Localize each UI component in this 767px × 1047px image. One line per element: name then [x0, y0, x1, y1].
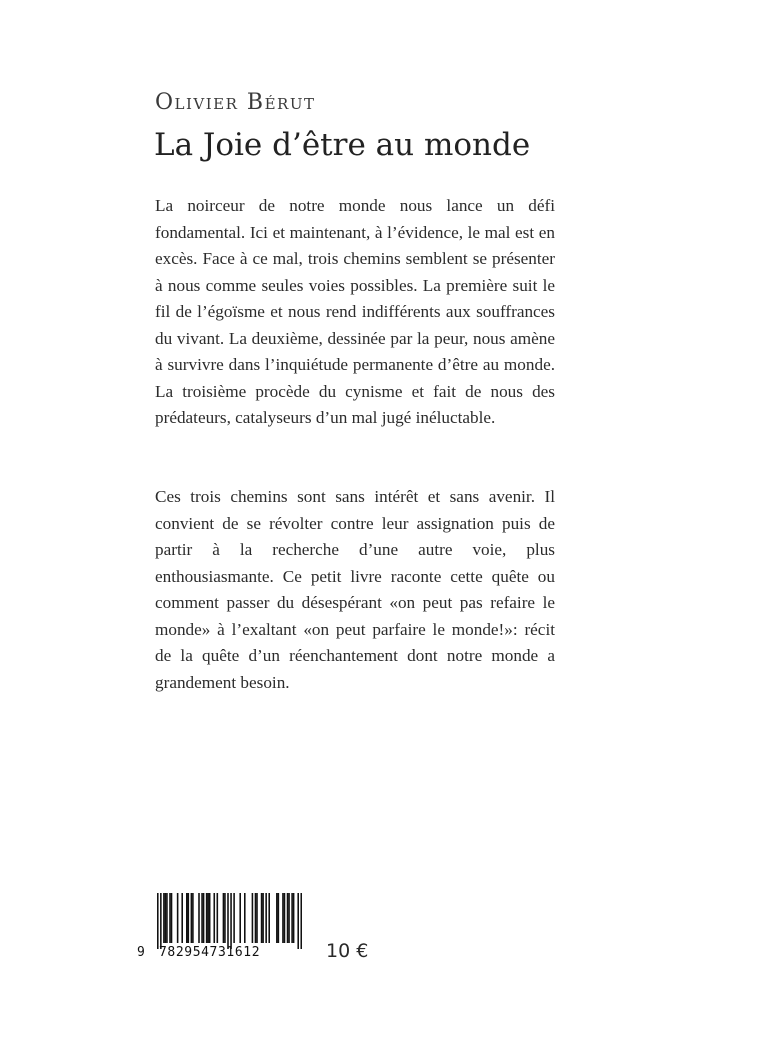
barcode-bar: [160, 893, 162, 949]
barcode-bar: [203, 893, 205, 943]
isbn-barcode: [137, 893, 313, 971]
barcode-bar: [291, 893, 293, 943]
author-name: Olivier Bérut: [155, 90, 316, 115]
barcode-bar: [201, 893, 203, 943]
barcode-bar: [165, 893, 167, 943]
barcode-bar: [233, 893, 235, 943]
barcode-bar: [166, 893, 168, 943]
barcode-bar: [262, 893, 264, 943]
barcode-bar: [206, 893, 208, 943]
isbn-prefix-digit: 9: [137, 945, 145, 960]
barcode-bar: [157, 893, 159, 949]
barcode-bar: [265, 893, 267, 943]
barcode-bar: [209, 893, 211, 943]
barcode-bar: [284, 893, 286, 943]
barcode-bar: [239, 893, 241, 943]
barcode-bar: [227, 893, 229, 949]
barcode-bar: [186, 893, 188, 943]
barcode-bar: [191, 893, 193, 943]
barcode-bar: [244, 893, 246, 943]
barcode-bar: [256, 893, 258, 943]
barcode-icon: [157, 893, 302, 949]
barcode-bar: [261, 893, 263, 943]
barcode-bar: [207, 893, 209, 943]
barcode-bar: [276, 893, 278, 943]
barcode-bar: [217, 893, 219, 943]
barcode-bar: [300, 893, 302, 949]
barcode-bar: [169, 893, 171, 943]
barcode-bar: [181, 893, 183, 943]
book-title: La Joie d’être au monde: [154, 127, 531, 163]
barcode-bar: [255, 893, 257, 943]
barcode-bar: [297, 893, 299, 949]
barcode-bar: [192, 893, 194, 943]
barcode-bar: [278, 893, 280, 943]
barcode-bar: [230, 893, 232, 949]
barcode-bar: [282, 893, 284, 943]
barcode-bar: [163, 893, 165, 943]
isbn-digits: 782954731612: [159, 945, 261, 960]
barcode-bar: [177, 893, 179, 943]
barcode-bar: [171, 893, 173, 943]
barcode-bar: [213, 893, 215, 943]
barcode-bar: [268, 893, 270, 943]
barcode-bar: [223, 893, 225, 943]
barcode-bar: [198, 893, 200, 943]
barcode-bar: [288, 893, 290, 943]
barcode-bar: [224, 893, 226, 943]
blurb-paragraph-2: Ces trois chemins sont sans intérêt et sans avenir. Il convient de se révolter contre leur assignation puis de partir à la recherche d’une autre voie, plus enthousiasmante. Ce petit livre raconte cette quête ou comment passer du désespérant «on peut pas refaire le monde» à l’exaltant «on peut parfaire le monde!»: récit de la quête d’un réenchantement dont notre monde a grandement besoin.: [155, 487, 555, 692]
barcode-bar: [287, 893, 289, 943]
barcode-bar: [293, 893, 295, 943]
barcode-bar: [188, 893, 190, 943]
price-label: 10 €: [326, 940, 369, 962]
blurb-paragraph-1: La noirceur de notre monde nous lance un défi fondamental. Ici et maintenant, à l’évidence, le mal est en excès. Face à ce mal, trois chemins semblent se présenter à nous comme seules voies possibles. La première suit le fil de l’égoïsme et nous rend indifférents aux souffrances du vivant. La deuxième, dessinée par la peur, nous amène à survivre dans l’inquiétude permanente d’être au monde. La troisième procède du cynisme et fait de nous des prédateurs, catalyseurs d’un mal jugé inéluctable.: [155, 196, 555, 427]
barcode-bar: [252, 893, 254, 943]
